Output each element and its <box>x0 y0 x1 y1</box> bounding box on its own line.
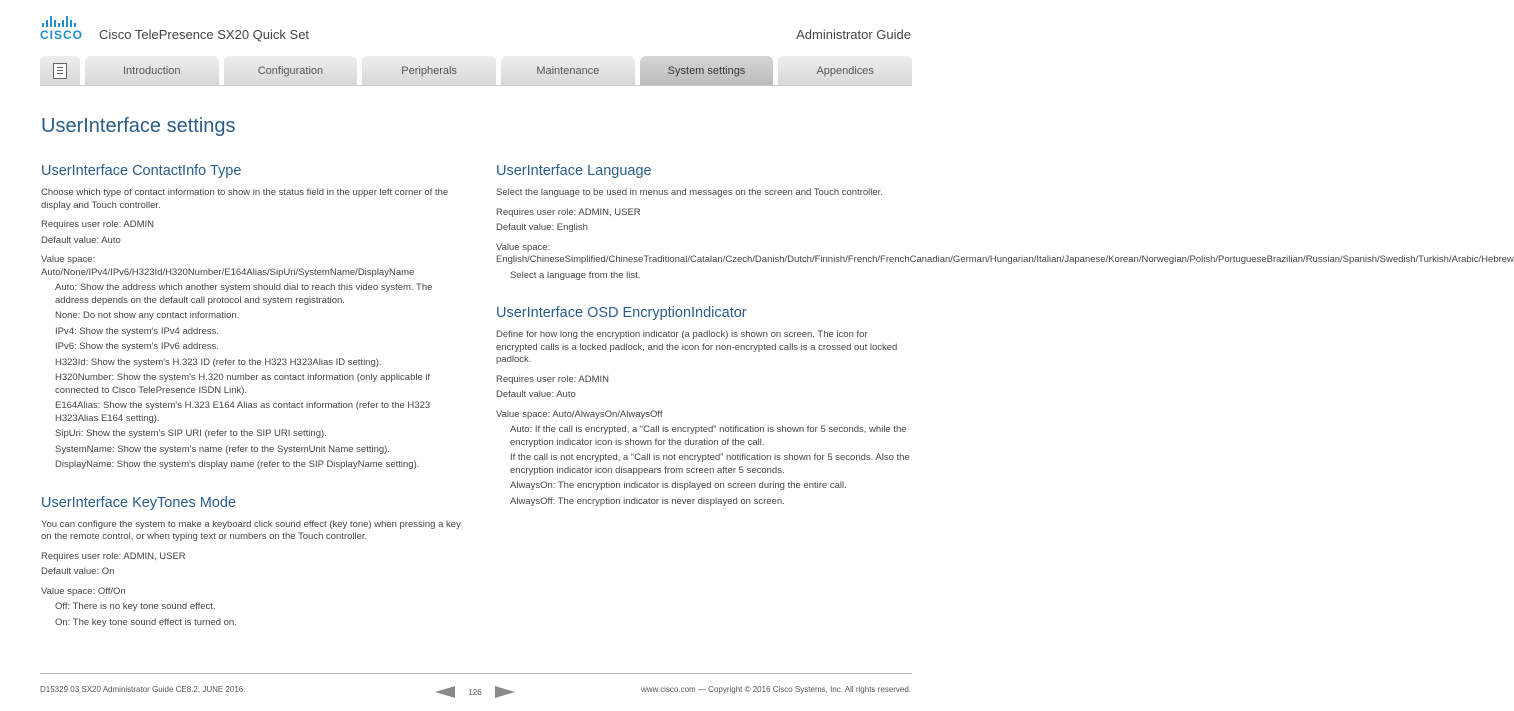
section-osd-encryption <box>496 304 911 508</box>
guide-title: Administrator Guide <box>796 27 911 42</box>
value-item: Off: There is no key tone sound effect. <box>55 601 216 612</box>
default-value: Default value: English <box>496 222 588 233</box>
footer-copyright: www.cisco.com — Copyright © 2016 Cisco Systems, Inc. All rights reserved. <box>641 685 911 694</box>
value-item: H323Id: Show the system's H.323 ID (refer to the H323 H323Alias ID setting). <box>55 356 382 368</box>
section-description: Define for how long the encryption indicator (a padlock) is shown on screen. The icon for encrypted calls is a locked padlock, and the icon for non-encrypted calls is a crossed out locked padlock. <box>496 329 898 365</box>
header <box>0 0 950 55</box>
tab-introduction[interactable]: Introduction <box>85 56 219 85</box>
tab-appendices[interactable]: Appendices <box>778 56 912 85</box>
cisco-logo[interactable] <box>40 16 84 42</box>
doc-title: Cisco TelePresence SX20 Quick Set <box>99 27 310 42</box>
value-item: Auto: If the call is encrypted, a “Call is encrypted” notification is shown for 5 seconds, while the encryption indicator icon is shown for the duration of the call. <box>510 424 907 448</box>
default-value: Default value: Auto <box>41 234 121 246</box>
value-item: AlwaysOn: The encryption indicator is displayed on screen during the entire call. <box>510 480 847 491</box>
next-page-arrow-icon[interactable] <box>495 686 515 698</box>
tab-divider <box>40 85 912 86</box>
tab-configuration[interactable]: Configuration <box>224 56 358 85</box>
section-heading: UserInterface Language <box>496 163 652 179</box>
section-heading: UserInterface OSD EncryptionIndicator <box>496 305 747 321</box>
default-value: Default value: Auto <box>496 389 576 400</box>
section-description: Choose which type of contact information to show in the status field in the upper left corner of the display and Touch controller. <box>41 187 449 211</box>
value-space: Value space: Off/On <box>41 585 126 597</box>
value-item: On: The key tone sound effect is turned on. <box>55 616 237 628</box>
previous-page-arrow-icon[interactable] <box>435 686 455 698</box>
tab-peripherals[interactable]: Peripherals <box>362 56 496 85</box>
value-space: Value space: Auto/AlwaysOn/AlwaysOff <box>496 408 663 420</box>
value-item: SipUri: Show the system's SIP URI (refer to the SIP URI setting). <box>55 428 327 439</box>
value-space: Value space: English/ChineseSimplified/ChineseTraditional/Catalan/Czech/Danish/Dutch/Finnish/French/FrenchCanadian/German/Hungarian/Italian/Japanese/Korean/Norwegian/Polish/PortugueseBrazilian/Russian/Spanish/Swedish/Turkish/Arabic/Hebrew <box>496 241 1514 265</box>
value-item: IPv4: Show the system's IPv4 address. <box>55 325 219 337</box>
section-heading: UserInterface KeyTones Mode <box>41 494 237 511</box>
pager <box>435 684 515 700</box>
requires-role: Requires user role: ADMIN <box>41 219 154 230</box>
requires-role: Requires user role: ADMIN, USER <box>496 206 641 218</box>
value-item: DisplayName: Show the system's display name (refer to the SIP DisplayName setting). <box>55 459 420 470</box>
tab-contents[interactable] <box>40 56 80 85</box>
page-number: 126 <box>468 688 482 697</box>
requires-role: Requires user role: ADMIN <box>496 373 609 385</box>
value-item: Auto: Show the address which another system should dial to reach this video system. The address depends on the default call protocol and system registration. <box>55 282 433 306</box>
section-contactinfo <box>41 162 461 472</box>
cisco-logo-bars-icon <box>42 16 84 27</box>
section-description: Select the language to be used in menus and messages on the screen and Touch controller. <box>496 187 883 198</box>
section-heading: UserInterface ContactInfo Type <box>41 163 242 179</box>
value-item: Select a language from the list. <box>510 269 641 281</box>
tab-bar <box>40 56 912 85</box>
left-column <box>41 162 461 643</box>
tab-system-settings[interactable]: System settings <box>640 56 774 85</box>
value-item: IPv6: Show the system's IPv6 address. <box>55 341 219 352</box>
section-keytones <box>41 494 461 630</box>
right-column <box>496 162 1514 522</box>
cisco-logo-text: CISCO <box>40 28 84 42</box>
tab-maintenance[interactable]: Maintenance <box>501 56 635 85</box>
value-item: If the call is not encrypted, a “Call is not encrypted” notification is shown for 5 seconds. Also the encryption indicator icon disappears from screen after 5 seconds. <box>510 452 910 476</box>
value-item: E164Alias: Show the system's H.323 E164 Alias as contact information (refer to the H323 H323Alias E164 setting). <box>55 400 431 424</box>
page-title: UserInterface settings <box>41 115 236 137</box>
value-item: H320Number: Show the system's H.320 number as contact information (only applicable if connected to Cisco TelePresence ISDN Link). <box>55 372 431 396</box>
value-space: Value space: Auto/None/IPv4/IPv6/H323Id/H320Number/E164Alias/SipUri/SystemName/DisplayName <box>41 254 415 278</box>
default-value: Default value: On <box>41 566 115 577</box>
value-item: SystemName: Show the system's name (refer to the SystemUnit Name setting). <box>55 443 390 455</box>
footer-doc-id: D15329.03 SX20 Administrator Guide CE8.2, JUNE 2016. <box>40 685 246 694</box>
section-language <box>496 162 1514 282</box>
value-item: AlwaysOff: The encryption indicator is never displayed on screen. <box>510 495 785 507</box>
requires-role: Requires user role: ADMIN, USER <box>41 550 186 562</box>
value-item: None: Do not show any contact information. <box>55 310 240 321</box>
section-description: You can configure the system to make a keyboard click sound effect (key tone) when pressing a key on the remote control, or when typing text or numbers on the Touch controller. <box>41 518 461 542</box>
contents-list-icon <box>53 63 67 79</box>
footer-divider <box>40 673 912 674</box>
